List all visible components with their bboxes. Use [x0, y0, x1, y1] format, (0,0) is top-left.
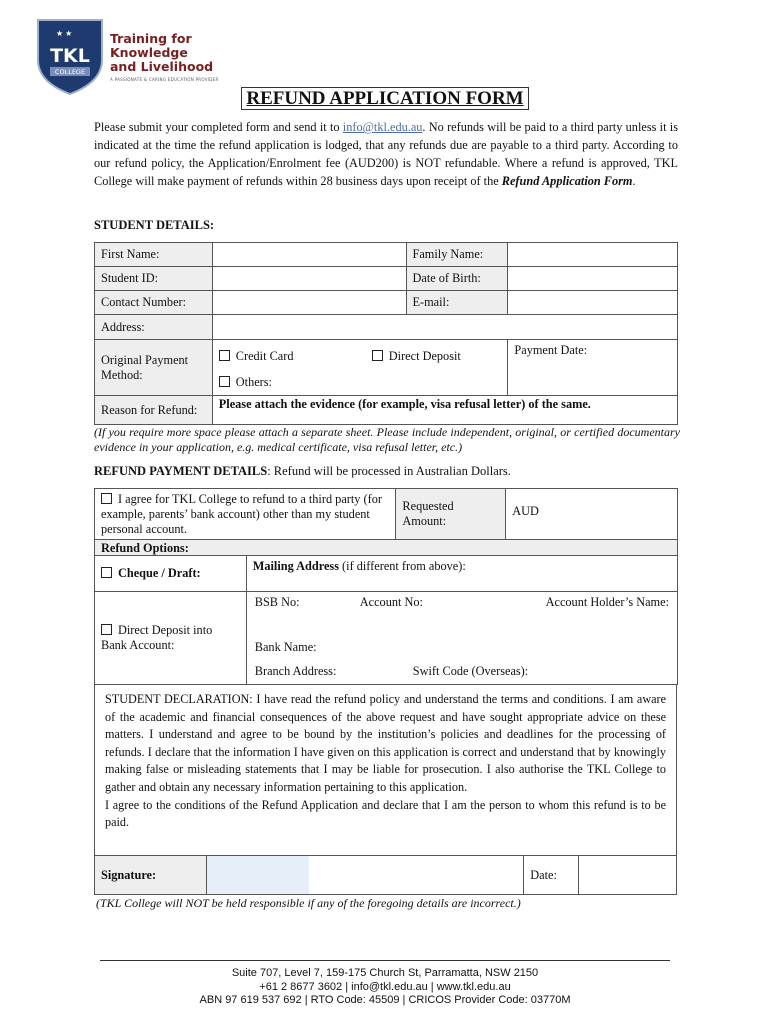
- date-field[interactable]: [579, 856, 677, 895]
- student-id-field[interactable]: [212, 267, 406, 291]
- third-party-checkbox[interactable]: [101, 493, 112, 504]
- address-field[interactable]: [212, 315, 677, 340]
- credit-card-label: Credit Card: [235, 349, 294, 363]
- family-name-label: Family Name:: [406, 243, 508, 267]
- logo-line2: Knowledge: [110, 45, 188, 60]
- swift-label: Swift Code (Overseas):: [412, 664, 529, 678]
- credit-card-checkbox[interactable]: [219, 350, 230, 361]
- signature-input-area[interactable]: [207, 856, 309, 894]
- student-declaration: [94, 684, 677, 856]
- date-label: Date:: [524, 856, 579, 895]
- mailing-label-rest: (if different from above):: [338, 559, 466, 573]
- payment-date-cell[interactable]: [508, 340, 678, 396]
- svg-text:★ ★: ★ ★: [56, 29, 73, 38]
- requested-amount-label: Requested Amount:: [396, 489, 506, 540]
- refund-details-table: [94, 488, 678, 685]
- college-logo: [34, 16, 106, 96]
- dob-label: Date of Birth:: [406, 267, 508, 291]
- email-label: E-mail:: [406, 291, 508, 315]
- credit-card-option[interactable]: [219, 343, 372, 369]
- footer-divider: [100, 960, 670, 961]
- logo-line3: and Livelihood: [110, 59, 214, 74]
- dob-field[interactable]: [508, 267, 678, 291]
- signature-field[interactable]: [206, 856, 523, 895]
- cheque-checkbox[interactable]: [101, 567, 112, 578]
- logo-line1: Training for: [110, 31, 192, 46]
- email-field[interactable]: [508, 291, 678, 315]
- bank-details-cell: [246, 592, 677, 685]
- contact-email-link[interactable]: info@tkl.edu.au: [342, 120, 423, 134]
- others-label: Others:: [235, 375, 272, 389]
- requested-amount-field[interactable]: [506, 489, 678, 540]
- contact-field[interactable]: [212, 291, 406, 315]
- signature-table: [94, 855, 677, 895]
- payment-method-label: Original Payment Method:: [95, 340, 213, 396]
- declaration-para2: I agree to the conditions of the Refund Application and declare that I am the person to whom this refund is to be paid.: [105, 797, 666, 830]
- signature-label: Signature:: [95, 856, 207, 895]
- footer: [0, 967, 770, 1008]
- direct-deposit-option[interactable]: [372, 343, 461, 369]
- refund-options-label: Refund Options:: [95, 540, 678, 556]
- intro-paragraph: [94, 118, 678, 190]
- direct-deposit-checkbox[interactable]: [372, 350, 383, 361]
- intro-part2: . No refunds will be paid to a third party unless it is indicated at the time the refund application is lodged, that any refunds due are payable to a third party. According to our refund policy, the Application/Enrolment fee (AUD200) is NOT refundable. Where a refund is approved, TKL College will make payment of refunds within 28 business days upon receipt of the: [94, 120, 678, 188]
- direct-deposit-bank-label: Direct Deposit into Bank Account:: [101, 623, 213, 652]
- first-name-field[interactable]: [212, 243, 406, 267]
- page-title: [0, 88, 770, 110]
- refund-heading-bold: REFUND PAYMENT DETAILS: [94, 464, 268, 478]
- logo-tagline: A PASSIONATE & CARING EDUCATION PROVIDER: [110, 77, 219, 82]
- intro-emph: Refund Application Form: [501, 174, 633, 188]
- student-details-heading: STUDENT DETAILS:: [94, 218, 215, 232]
- others-option[interactable]: [219, 369, 502, 395]
- bsb-label: BSB No:: [254, 595, 300, 609]
- footer-codes: ABN 97 619 537 692 | RTO Code: 45509 | CRICOS Provider Code: 03770M: [199, 994, 571, 1006]
- refund-heading-rest: : Refund will be processed in Australian Dollars.: [267, 464, 511, 478]
- student-id-label: Student ID:: [95, 267, 213, 291]
- contact-label: Contact Number:: [95, 291, 213, 315]
- logo-wordmark: [110, 32, 213, 74]
- branch-label: Branch Address:: [254, 664, 337, 678]
- mailing-address-field[interactable]: [246, 556, 677, 592]
- direct-deposit-bank-option[interactable]: [95, 592, 247, 685]
- payment-method-options: [212, 340, 508, 396]
- cheque-label: Cheque / Draft:: [118, 566, 201, 580]
- direct-deposit-label: Direct Deposit: [388, 349, 461, 363]
- bank-name-label: Bank Name:: [254, 640, 317, 654]
- logo-badge-text: TKL: [50, 45, 90, 67]
- third-party-option[interactable]: [95, 489, 396, 540]
- evidence-note: (If you require more space please attach a separate sheet. Please include independent, original, or certified documentary evidence in your application, e.g. medical certificate, visa refusal letter, etc.): [94, 425, 680, 454]
- refund-details-heading: [94, 464, 511, 479]
- disclaimer: (TKL College will NOT be held responsible if any of the foregoing details are incorrect.): [96, 896, 521, 910]
- cheque-option[interactable]: [95, 556, 247, 592]
- account-no-label: Account No:: [359, 595, 423, 609]
- reason-label: Reason for Refund:: [95, 396, 213, 425]
- direct-deposit-bank-checkbox[interactable]: [101, 624, 112, 635]
- reason-text: Please attach the evidence (for example, visa refusal letter) of the same.: [212, 396, 677, 425]
- first-name-label: First Name:: [95, 243, 213, 267]
- intro-part3: .: [632, 174, 636, 188]
- mailing-label-bold: Mailing Address: [252, 559, 339, 573]
- family-name-field[interactable]: [508, 243, 678, 267]
- address-label: Address:: [95, 315, 213, 340]
- others-checkbox[interactable]: [219, 376, 230, 387]
- declaration-para1: STUDENT DECLARATION: I have read the refund policy and understand the terms and conditions. I am aware of the academic and financial consequences of the above request and have sought appropriate advice on these matters. I understand and agree to be bound by the institution’s policies and deadlines for the processing of refunds. I declare that the information I have given on this application is correct and understand that by knowingly making false or misleading statements that I may be liable for prosecution. I also authorise the TKL College to gather and obtain any necessary information pertaining to this application.: [105, 692, 666, 794]
- third-party-label: I agree for TKL College to refund to a third party (for example, parents’ bank account) other than my student personal account.: [101, 491, 382, 536]
- intro-part1: Please submit your completed form and send it to: [94, 120, 343, 134]
- logo-badge-sub: COLLEGE: [54, 68, 86, 76]
- aud-label: AUD: [512, 504, 539, 518]
- footer-contact: +61 2 8677 3602 | info@tkl.edu.au | www.tkl.edu.au: [259, 980, 511, 993]
- footer-address: Suite 707, Level 7, 159-175 Church St, Parramatta, NSW 2150: [231, 967, 539, 979]
- holder-label: Account Holder’s Name:: [545, 595, 669, 609]
- title-text: REFUND APPLICATION FORM: [241, 87, 528, 110]
- payment-date-label: Payment Date:: [514, 343, 588, 357]
- student-details-table: [94, 242, 678, 425]
